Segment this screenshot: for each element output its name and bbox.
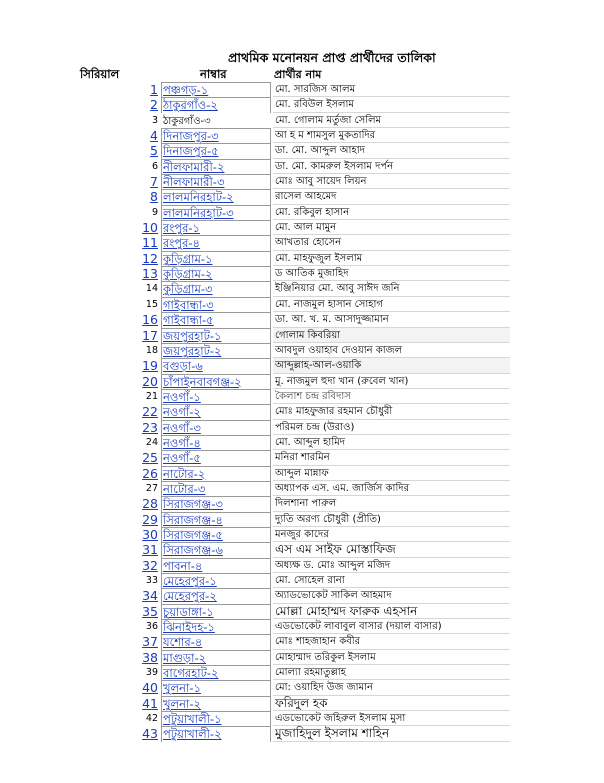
constituency-link[interactable]: চাঁপাইনবাবগঞ্জ-২ bbox=[161, 374, 271, 389]
candidate-name: মো. আল মামুন bbox=[273, 220, 510, 235]
serial-number[interactable]: 19 bbox=[142, 358, 158, 374]
serial-number: 33 bbox=[145, 575, 158, 586]
candidate-name: আ হ ম শামসুল মুকতাদির bbox=[273, 128, 510, 143]
constituency-link[interactable]: নাটোর-২ bbox=[161, 466, 271, 481]
table-row bbox=[140, 266, 510, 281]
constituency-link[interactable]: নওগাঁ-৫ bbox=[161, 450, 271, 465]
serial-number[interactable]: 23 bbox=[142, 419, 158, 435]
candidate-name: ডা. আ. খ. ম. আসাদুজ্জামান bbox=[273, 312, 510, 327]
table-row bbox=[140, 159, 510, 174]
serial-number[interactable]: 40 bbox=[142, 680, 158, 696]
candidate-header: প্রার্থীর নাম bbox=[274, 68, 322, 81]
constituency-link[interactable]: মেহেরপুর-১ bbox=[161, 573, 271, 588]
table-row bbox=[140, 404, 510, 419]
serial-number: 6 bbox=[151, 160, 158, 172]
constituency-link[interactable]: খুলনা-১ bbox=[161, 680, 271, 695]
constituency-link[interactable]: লালমনিরহাট-৩ bbox=[161, 205, 271, 220]
table-row bbox=[140, 389, 510, 404]
candidate-name: দিলশানা পারুল bbox=[273, 496, 510, 511]
candidate-name: মো. রকিবুল হাসান bbox=[273, 205, 510, 220]
page-title: প্রাথমিক মনোনয়ন প্রাপ্ত প্রার্থীদের তালিকা bbox=[228, 50, 436, 65]
serial-number[interactable]: 32 bbox=[142, 557, 158, 573]
serial-number[interactable]: 29 bbox=[142, 511, 158, 527]
constituency-link[interactable]: জয়পুরহাট-১ bbox=[161, 328, 271, 343]
serial-number[interactable]: 13 bbox=[142, 266, 158, 282]
serial-number[interactable]: 7 bbox=[150, 174, 158, 190]
candidate-name: অধ্যাপক এস. এম. জার্জিস কাদির bbox=[273, 481, 510, 496]
constituency-link[interactable]: খুলনা-২ bbox=[161, 696, 271, 711]
candidate-name: মো. নাজমুল হাসান সোহাগ bbox=[273, 297, 510, 312]
constituency-link[interactable]: নীলফামারী-৩ bbox=[161, 174, 271, 189]
candidate-name: ডা. মো. আব্দুল আহাদ bbox=[273, 143, 510, 158]
constituency-link[interactable]: কুড়িগ্রাম-৩ bbox=[161, 281, 271, 296]
constituency-link[interactable]: বাগেরহাট-২ bbox=[161, 665, 271, 680]
serial-number[interactable]: 31 bbox=[142, 542, 158, 558]
candidate-name: রাসেল আহমেদ bbox=[273, 189, 510, 204]
table-row bbox=[140, 281, 510, 296]
table-row bbox=[140, 189, 510, 204]
serial-number[interactable]: 10 bbox=[142, 220, 158, 236]
table-row bbox=[140, 619, 510, 634]
constituency-link[interactable]: গাইবান্ধা-৫ bbox=[161, 312, 271, 327]
constituency-link[interactable]: কুড়িগ্রাম-২ bbox=[161, 266, 271, 281]
candidate-name: ডা. মো. কামরুল ইসলাম দর্পন bbox=[273, 159, 510, 174]
candidate-name: মো: ওয়াহিদ উজ জামান bbox=[273, 680, 510, 695]
serial-number[interactable]: 20 bbox=[142, 373, 158, 389]
candidate-name: মো. গোলাম মর্তুজা সেলিম bbox=[273, 113, 510, 128]
serial-number[interactable]: 28 bbox=[142, 496, 158, 512]
table-row bbox=[140, 496, 510, 511]
table-row bbox=[140, 328, 510, 343]
table-row bbox=[140, 113, 510, 128]
candidate-name: দ্যুতি অরণ্য চৌধুরী (প্রীতি) bbox=[273, 512, 510, 527]
serial-number: 39 bbox=[145, 667, 158, 679]
table-row bbox=[140, 680, 510, 695]
constituency-link[interactable]: যশোর-৪ bbox=[161, 634, 271, 649]
table-row bbox=[140, 420, 510, 435]
table-row bbox=[140, 251, 510, 266]
constituency-link[interactable]: পটুয়াখালী-১ bbox=[161, 711, 271, 726]
candidate-name: অ্যাডভোকেট সাকিল আহমাদ bbox=[273, 588, 510, 603]
serial-header: সিরিয়াল bbox=[80, 67, 120, 81]
constituency-link[interactable]: দিনাজপুর-৫ bbox=[161, 143, 271, 158]
table-row bbox=[140, 435, 510, 450]
candidate-name: ড আতিক মুজাহিদ bbox=[273, 266, 510, 281]
constituency-link[interactable]: চুয়াডাঙ্গা-১ bbox=[161, 604, 271, 619]
serial-number: 9 bbox=[151, 206, 158, 218]
serial-number: 21 bbox=[145, 390, 158, 402]
serial-number[interactable]: 1 bbox=[150, 82, 158, 97]
candidate-name: আবদুল ওয়াহাব দেওয়ান কাজল bbox=[273, 343, 510, 358]
constituency-link[interactable]: লালমনিরহাট-২ bbox=[161, 189, 271, 204]
constituency-link[interactable]: পঞ্চগড়-১ bbox=[161, 82, 271, 97]
candidate-name: আখতার হোসেন bbox=[273, 235, 510, 250]
candidate-table bbox=[140, 82, 510, 742]
candidate-name: এডভোকেট জহিরুল ইসলাম মুসা bbox=[273, 711, 510, 726]
table-row bbox=[140, 220, 510, 235]
candidate-name: গোলাম কিবরিয়া bbox=[273, 328, 510, 343]
serial-number[interactable]: 26 bbox=[142, 465, 158, 481]
candidate-name: এস এম সাইফ মোস্তাফিজ bbox=[273, 542, 510, 557]
candidate-name: মো. মাহফুজুল ইসলাম bbox=[273, 251, 510, 266]
constituency-link[interactable]: সিরাজগঞ্জ-৪ bbox=[161, 512, 271, 527]
candidate-name: মু. নাজমুল হুদা খান (রুবেল খান) bbox=[273, 374, 510, 389]
table-row bbox=[140, 235, 510, 250]
table-row bbox=[140, 711, 510, 726]
table-row bbox=[140, 527, 510, 542]
candidate-name: মোঃ মাহফুজার রহমান চৌধুরী bbox=[273, 404, 510, 419]
serial-number[interactable]: 41 bbox=[142, 695, 158, 711]
table-row bbox=[140, 558, 510, 573]
candidate-name: মনজুর কাদের bbox=[273, 527, 510, 542]
constituency-link[interactable]: নাটোর-৩ bbox=[161, 481, 271, 496]
serial-number[interactable]: 22 bbox=[142, 404, 158, 420]
serial-number[interactable]: 8 bbox=[150, 189, 158, 205]
serial-number[interactable]: 2 bbox=[150, 97, 158, 113]
serial-number[interactable]: 25 bbox=[142, 450, 158, 466]
serial-number[interactable]: 30 bbox=[142, 526, 158, 542]
table-row bbox=[140, 726, 510, 741]
candidate-name: মো. রবিউল ইসলাম bbox=[273, 97, 510, 112]
serial-number: 24 bbox=[145, 436, 158, 448]
table-row bbox=[140, 696, 510, 711]
candidate-name: ফরিদুল হক bbox=[273, 696, 510, 711]
serial-number[interactable]: 37 bbox=[142, 634, 158, 650]
serial-number[interactable]: 43 bbox=[142, 726, 158, 742]
constituency-link[interactable]: ঝিনাইদহ-১ bbox=[161, 619, 271, 634]
constituency-link[interactable]: কুড়িগ্রাম-১ bbox=[161, 251, 271, 266]
serial-number: 27 bbox=[145, 482, 158, 494]
table-row bbox=[140, 450, 510, 465]
constituency-link[interactable]: মাগুড়া-২ bbox=[161, 650, 271, 665]
table-row bbox=[140, 343, 510, 358]
serial-number: 18 bbox=[145, 344, 158, 356]
serial-number[interactable]: 38 bbox=[142, 649, 158, 665]
serial-number[interactable]: 4 bbox=[150, 128, 158, 144]
table-row bbox=[140, 128, 510, 143]
serial-number[interactable]: 5 bbox=[150, 143, 158, 159]
constituency-link[interactable]: মেহেরপুর-২ bbox=[161, 588, 271, 603]
table-row bbox=[140, 82, 510, 97]
candidate-name: আব্দুল মান্নাফ bbox=[273, 466, 510, 481]
candidate-name: মুজাহিদুল ইসলাম শাহিন bbox=[273, 726, 510, 741]
constituency-link[interactable]: সিরাজগঞ্জ-৬ bbox=[161, 542, 271, 557]
candidate-name: এডভোকেট লাবাবুল বাসার (দয়াল বাসার) bbox=[273, 619, 510, 634]
table-row bbox=[140, 481, 510, 496]
serial-number[interactable]: 35 bbox=[142, 603, 158, 619]
constituency-link[interactable]: বগুড়া-৬ bbox=[161, 358, 271, 373]
table-row bbox=[140, 466, 510, 481]
candidate-name: মোল্যা রহমাতুল্লাহ bbox=[273, 665, 510, 680]
candidate-name: মো. আব্দুল হামিদ bbox=[273, 435, 510, 450]
table-row bbox=[140, 512, 510, 527]
table-row bbox=[140, 143, 510, 158]
table-row bbox=[140, 297, 510, 312]
constituency-link[interactable]: গাইবান্ধা-৩ bbox=[161, 297, 271, 312]
constituency-link[interactable]: নওগাঁ-৪ bbox=[161, 435, 271, 450]
table-row bbox=[140, 97, 510, 112]
constituency-link[interactable]: পটুয়াখালী-২ bbox=[161, 726, 271, 741]
serial-number[interactable]: 17 bbox=[142, 327, 158, 343]
table-row bbox=[140, 665, 510, 680]
table-row bbox=[140, 573, 510, 588]
constituency-link[interactable]: সিরাজগঞ্জ-৫ bbox=[161, 527, 271, 542]
candidate-name: মো. সোহেল রানা bbox=[273, 573, 510, 588]
constituency-link[interactable]: সিরাজগঞ্জ-৩ bbox=[161, 496, 271, 511]
candidate-name: মোল্লা মোহাম্মদ ফারুক এহসান bbox=[273, 604, 510, 619]
constituency-link[interactable]: রংপুর-৪ bbox=[161, 235, 271, 250]
constituency-link[interactable]: রংপুর-১ bbox=[161, 220, 271, 235]
table-row bbox=[140, 650, 510, 665]
candidate-name: মোঃ আবু সায়েদ লিয়ন bbox=[273, 174, 510, 189]
serial-number: 42 bbox=[145, 713, 158, 725]
table-row bbox=[140, 634, 510, 649]
table-row bbox=[140, 312, 510, 327]
candidate-name: ইঞ্জিনিয়ার মো. আবু সাঈদ জনি bbox=[273, 281, 510, 296]
constituency-link[interactable]: পাবনা-৪ bbox=[161, 558, 271, 573]
table-row bbox=[140, 374, 510, 389]
table-row bbox=[140, 358, 510, 373]
constituency-link[interactable]: ঠাকুরগাঁও-২ bbox=[161, 97, 271, 112]
candidate-name: মোঃ শাহজাহান কবীর bbox=[273, 634, 510, 649]
serial-number[interactable]: 12 bbox=[142, 250, 158, 266]
serial-number[interactable]: 16 bbox=[142, 312, 158, 328]
serial-number: 36 bbox=[145, 621, 158, 633]
candidate-name: পরিমল চন্দ্র (উরাও) bbox=[273, 420, 510, 435]
serial-number: 14 bbox=[145, 283, 158, 295]
candidate-name: মো. সারজিস আলম bbox=[273, 82, 510, 97]
candidate-name: আব্দুল্লাহ-আল-ওয়াকি bbox=[273, 358, 510, 373]
constituency-link[interactable]: নওগাঁ-২ bbox=[161, 404, 271, 419]
constituency-link[interactable]: জয়পুরহাট-২ bbox=[161, 343, 271, 358]
constituency-link: ঠাকুরগাঁও-৩ bbox=[163, 115, 211, 127]
serial-number: 3 bbox=[151, 114, 158, 126]
constituency-link[interactable]: নওগাঁ-১ bbox=[161, 389, 271, 404]
table-row bbox=[140, 604, 510, 619]
constituency-link[interactable]: দিনাজপুর-৩ bbox=[161, 128, 271, 143]
candidate-name: অধ্যক্ষ ড. মোঃ আব্দুল মজিদ bbox=[273, 558, 510, 573]
constituency-link[interactable]: নীলফামারী-২ bbox=[161, 159, 271, 174]
table-row bbox=[140, 174, 510, 189]
table-row bbox=[140, 542, 510, 557]
serial-number: 15 bbox=[145, 298, 158, 310]
serial-number[interactable]: 34 bbox=[142, 588, 158, 604]
table-row bbox=[140, 588, 510, 603]
number-header: নাম্বার bbox=[200, 67, 227, 81]
candidate-name: কৈলাশ চন্দ্র রবিদাস bbox=[273, 389, 510, 404]
serial-number[interactable]: 11 bbox=[142, 235, 158, 251]
constituency-link[interactable]: নওগাঁ-৩ bbox=[161, 420, 271, 435]
candidate-name: মোহাম্মাদ তরিকুল ইসলাম bbox=[273, 650, 510, 665]
candidate-name: মনিরা শারমিন bbox=[273, 450, 510, 465]
table-row bbox=[140, 205, 510, 220]
